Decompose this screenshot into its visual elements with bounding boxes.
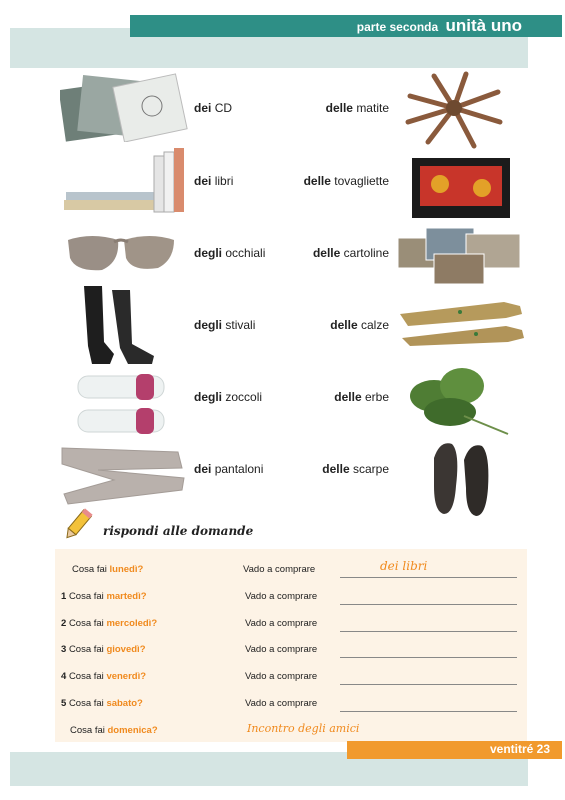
- trousers-image: [58, 438, 186, 510]
- herbs-image: [404, 356, 514, 438]
- question: [61, 671, 146, 682]
- article: delle: [334, 390, 362, 404]
- question-day: giovedì?: [106, 644, 146, 655]
- socks-image: [396, 296, 528, 348]
- part-label: parte seconda: [356, 20, 439, 34]
- question-prefix: Cosa fai: [68, 671, 104, 682]
- exercise-row: [55, 586, 527, 606]
- question: [61, 591, 147, 602]
- question: [61, 698, 143, 709]
- postcards-image: [396, 224, 524, 286]
- noun: tovagliette: [334, 174, 389, 188]
- article: dei: [194, 174, 212, 188]
- answer-line[interactable]: [340, 604, 517, 605]
- question-prefix: Cosa fai: [70, 725, 105, 736]
- question-prefix: Cosa fai: [68, 591, 104, 602]
- exercise-row: [55, 559, 527, 579]
- noun: stivali: [225, 318, 256, 332]
- answer-verb: Vado a comprare: [245, 618, 318, 629]
- article: delle: [325, 101, 353, 115]
- question-prefix: Cosa fai: [68, 698, 104, 709]
- header-bar: [130, 15, 562, 37]
- exercise-instruction: rispondi alle domande: [103, 524, 254, 538]
- question-prefix: Cosa fai: [68, 618, 104, 629]
- pencils-image: [404, 70, 504, 150]
- question-number: 2: [61, 618, 67, 629]
- pencil-icon: [60, 508, 96, 544]
- noun: CD: [214, 101, 233, 115]
- article: degli: [194, 246, 223, 260]
- question-number: 1: [61, 591, 67, 602]
- noun: erbe: [364, 390, 389, 404]
- item-stivali: [194, 318, 255, 332]
- item-libri: [194, 174, 233, 188]
- noun: zoccoli: [225, 390, 263, 404]
- unit-label: unità uno: [445, 16, 522, 35]
- placemats-image: [410, 154, 512, 222]
- answer-line[interactable]: [340, 631, 517, 632]
- question-day: domenica?: [107, 725, 158, 736]
- header-title: [357, 16, 522, 36]
- item-occhiali: [194, 246, 265, 260]
- article: degli: [194, 318, 223, 332]
- answer-verb: Vado a comprare: [245, 591, 318, 602]
- article: delle: [303, 174, 331, 188]
- question-day: lunedì?: [109, 564, 144, 575]
- exercise-row: [55, 666, 527, 686]
- article: dei: [194, 101, 212, 115]
- exercise-row: [55, 720, 527, 740]
- article: delle: [322, 462, 350, 476]
- answer-verb: Vado a comprare: [245, 698, 318, 709]
- answer-verb: Vado a comprare: [245, 671, 318, 682]
- answer-text: dei libri: [380, 559, 428, 573]
- noun: scarpe: [352, 462, 389, 476]
- boots-image: [80, 284, 160, 370]
- question-number: 3: [61, 644, 67, 655]
- article: delle: [330, 318, 358, 332]
- item-cartoline: [313, 246, 389, 260]
- item-calze: [330, 318, 389, 332]
- noun: calze: [360, 318, 389, 332]
- noun: libri: [214, 174, 234, 188]
- answer-verb: Vado a comprare: [243, 564, 316, 575]
- article: degli: [194, 390, 223, 404]
- question-day: mercoledì?: [106, 618, 158, 629]
- answer-text: Incontro degli amici: [247, 722, 360, 735]
- question-day: venerdì?: [106, 671, 147, 682]
- exercise-row: [55, 613, 527, 633]
- question-prefix: Cosa fai: [72, 564, 107, 575]
- item-tovagliette: [304, 174, 389, 188]
- noun: occhiali: [225, 246, 266, 260]
- item-zoccoli: [194, 390, 262, 404]
- clogs-image: [76, 372, 172, 440]
- question-day: sabato?: [106, 698, 143, 709]
- cd-image: [60, 72, 188, 142]
- page-number: ventitré 23: [489, 742, 550, 756]
- answer-line[interactable]: [340, 711, 517, 712]
- answer-line[interactable]: [340, 657, 517, 658]
- question: [72, 564, 143, 575]
- exercise-panel: [55, 549, 527, 742]
- question: [61, 618, 157, 629]
- glasses-image: [62, 228, 180, 278]
- item-cd: [194, 101, 232, 115]
- article: dei: [194, 462, 212, 476]
- answer-verb: Vado a comprare: [245, 644, 318, 655]
- article: delle: [312, 246, 341, 260]
- item-scarpe: [322, 462, 389, 476]
- noun: matite: [356, 101, 389, 115]
- question-day: martedì?: [106, 591, 147, 602]
- answer-line[interactable]: [340, 577, 517, 578]
- noun: pantaloni: [214, 462, 264, 476]
- shoes-image: [430, 438, 492, 518]
- exercise-row: [55, 639, 527, 659]
- exercise-row: [55, 693, 527, 713]
- footer-bar: [347, 741, 562, 759]
- books-image: [58, 148, 188, 214]
- question: [61, 644, 146, 655]
- question-number: 5: [61, 698, 67, 709]
- item-matite: [326, 101, 389, 115]
- question-number: 4: [61, 671, 67, 682]
- item-erbe: [334, 390, 389, 404]
- answer-line[interactable]: [340, 684, 517, 685]
- question: [70, 725, 158, 736]
- question-prefix: Cosa fai: [68, 644, 104, 655]
- item-pantaloni: [194, 462, 263, 476]
- noun: cartoline: [343, 246, 389, 260]
